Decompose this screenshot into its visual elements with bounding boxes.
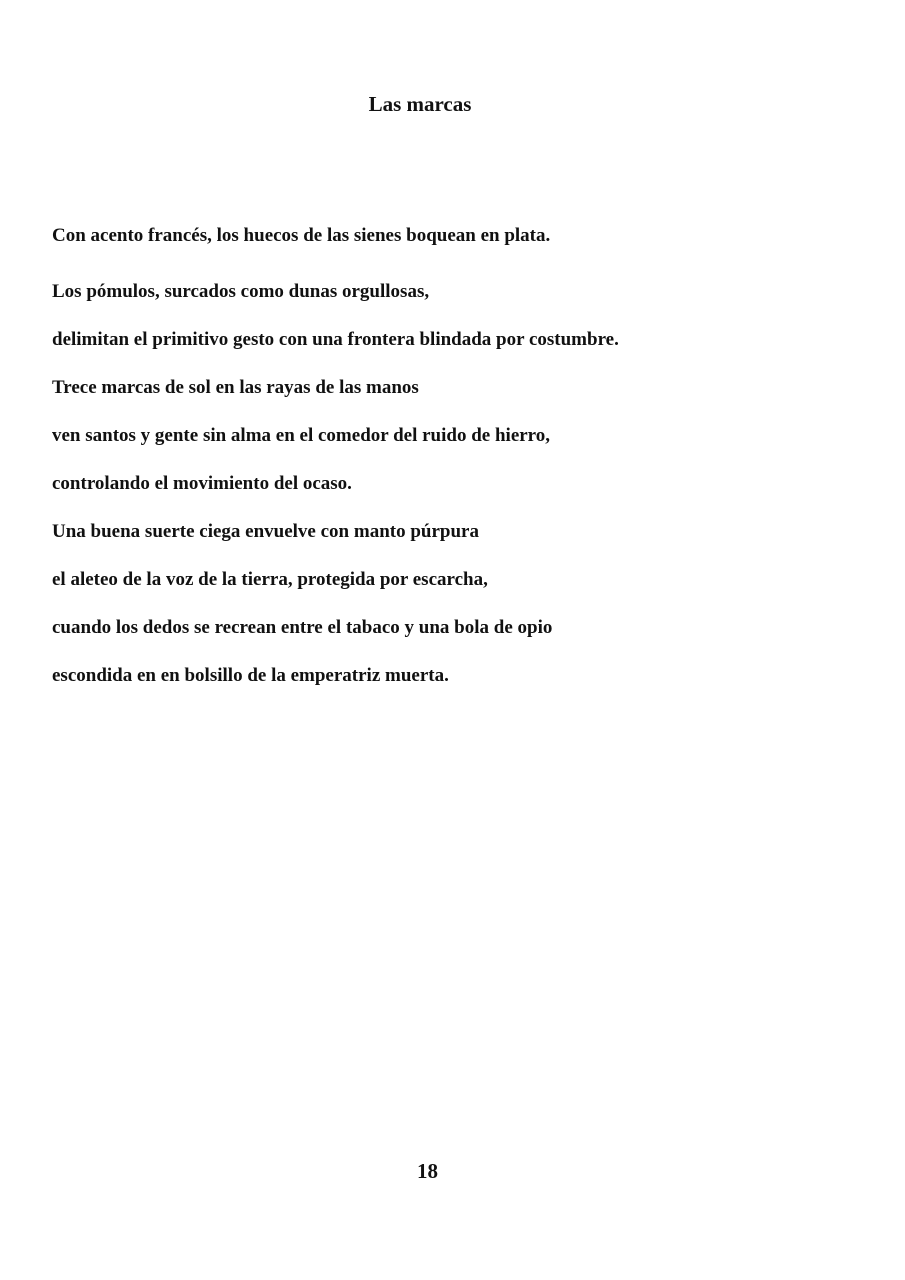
poem-line: el aleteo de la voz de la tierra, protegida por escarcha, — [52, 569, 488, 590]
poem-line: delimitan el primitivo gesto con una frontera blindada por costumbre. — [52, 329, 619, 350]
poem-title: Las marcas — [368, 92, 472, 116]
poem-line: Los pómulos, surcados como dunas orgullosas, — [52, 281, 430, 302]
poem-line: Trece marcas de sol en las rayas de las manos — [52, 377, 419, 398]
poem-line: Una buena suerte ciega envuelve con manto púrpura — [52, 521, 479, 542]
poem-line: escondida en en bolsillo de la emperatriz muerta. — [52, 665, 449, 686]
poem-line: ven santos y gente sin alma en el comedor del ruido de hierro, — [52, 425, 551, 446]
poem-line: controlando el movimiento del ocaso. — [52, 473, 352, 494]
poem-line: Con acento francés, los huecos de las sienes boquean en plata. — [52, 225, 551, 246]
stanza-1 — [52, 224, 852, 252]
poem-line: cuando los dedos se recrean entre el tabaco y una bola de opio — [52, 617, 553, 638]
page-number: 18 — [417, 1159, 438, 1183]
stanza-2 — [52, 280, 852, 712]
